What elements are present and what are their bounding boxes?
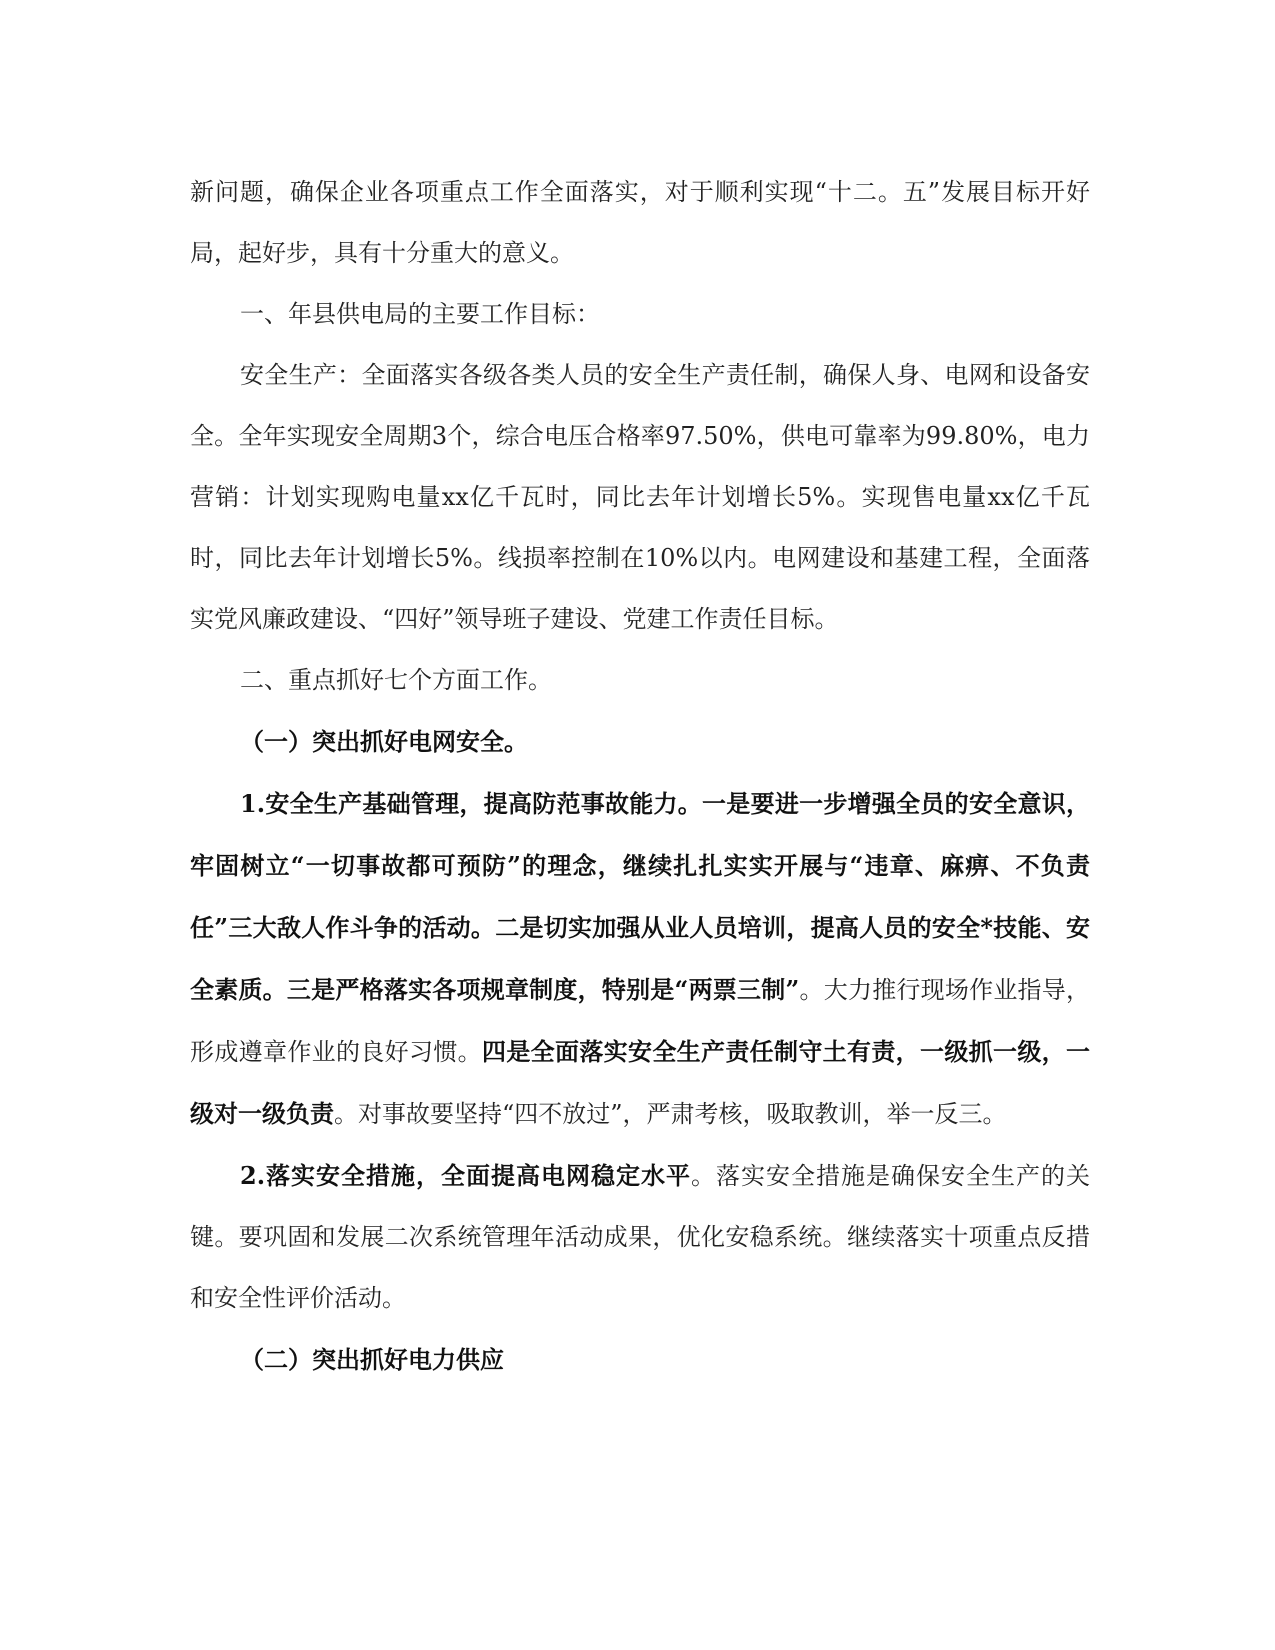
- text-run: 。对事故要坚持“四不放过”，严肃考核，吸取教训，举一反三。: [334, 1100, 1007, 1128]
- text-run: 。落实安全措施是确保安全生产的关键。要巩固和发展二次系统管理年活动成果，优化安稳系统。继续落实十项重点反措和安全性评价活动。: [190, 1162, 1091, 1312]
- paragraph-item-1: [190, 773, 1090, 1145]
- subheading-grid-safety: [190, 711, 1090, 773]
- text-run: 。大力推行现场作业指导，形成遵章作业的良好习惯。: [190, 976, 1091, 1066]
- text-run: 安全生产：全面落实各级各类人员的安全生产责任制，确保人身、电网和设备安全。全年实现安全周期3个，综合电压合格率97.50%，供电可靠率为99.80%，电力营销：计划实现购电量xx亿千瓦时，同比去年计划增长5%。实现售电量xx亿千瓦时，同比去年计划增长5%。线损率控制在10%以内。电网建设和基建工程，全面落实党风廉政建设、“四好”领导班子建设、党建工作责任目标。: [190, 361, 1090, 633]
- section-heading-goals: [190, 284, 1090, 345]
- text-run: 一、年县供电局的主要工作目标：: [240, 300, 600, 328]
- text-run-bold: （一）突出抓好电网安全。: [240, 727, 528, 756]
- section-heading-seven-aspects: [190, 650, 1090, 711]
- document-body: [190, 162, 1090, 1391]
- text-run-bold: （二）突出抓好电力供应: [240, 1345, 504, 1374]
- text-run-bold: 2.落实安全措施，全面提高电网稳定水平: [240, 1161, 692, 1190]
- text-run-bold: 四是全面落实安全生产责任制守土有责，一级抓一级，一级对一级负责: [190, 1037, 1090, 1128]
- paragraph-safety-production: [190, 345, 1090, 650]
- paragraph-intro-continuation: [190, 162, 1090, 284]
- text-run: 二、重点抓好七个方面工作。: [240, 666, 552, 694]
- text-run-bold: 1.安全生产基础管理，提高防范事故能力。一是要进一步增强全员的安全意识，牢固树立“一切事故都可预防”的理念，继续扎扎实实开展与“违章、麻痹、不负责任”三大敌人作斗争的活动。二是切实加强从业人员培训，提高人员的安全*技能、安全素质。三是严格落实各项规章制度，特别是“两票三制”: [190, 789, 1090, 1004]
- subheading-power-supply: [190, 1329, 1090, 1391]
- text-run: 新问题，确保企业各项重点工作全面落实，对于顺利实现“十二。五”发展目标开好局，起好步，具有十分重大的意义。: [190, 178, 1090, 267]
- paragraph-item-2: [190, 1145, 1090, 1329]
